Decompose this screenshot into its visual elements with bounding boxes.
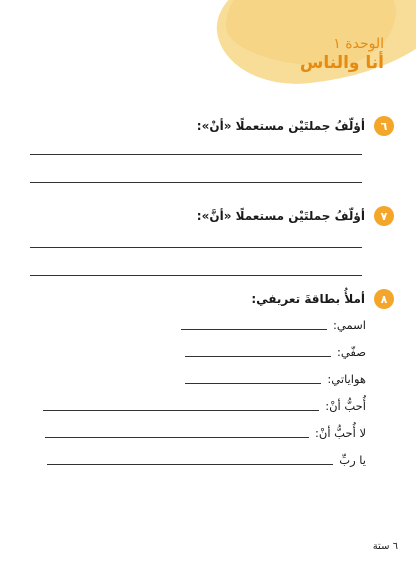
- field-label: أُحبُّ أنْ:: [325, 399, 366, 413]
- unit-header: [300, 36, 384, 74]
- answer-line[interactable]: [30, 154, 362, 155]
- question-7: [197, 206, 394, 226]
- field-label: هواياتي:: [327, 372, 366, 386]
- unit-title: أنا والناس: [299, 53, 384, 73]
- field-label: اسمي:: [333, 318, 366, 332]
- question-prompt: أؤلّفُ جملتَيْن مستعملًا «أنَّ»:: [196, 209, 365, 223]
- question-prompt: أملأُ بطاقةَ تعريفي:: [251, 292, 365, 306]
- question-prompt: أؤلّفُ جملتَيْن مستعملًا «أنْ»:: [196, 119, 365, 133]
- page-number: ٦ ستة: [372, 541, 398, 552]
- field-answer-line[interactable]: [47, 464, 333, 465]
- field-answer-line[interactable]: [185, 356, 331, 357]
- answer-line[interactable]: [30, 247, 362, 248]
- card-field-name: [181, 318, 366, 332]
- question-number-badge: ٦: [374, 116, 394, 136]
- answer-line[interactable]: [30, 275, 362, 276]
- card-field-hobbies: [185, 372, 366, 386]
- field-label: لا أُحبُّ أنْ:: [315, 426, 366, 440]
- card-field-class: [185, 345, 366, 359]
- answer-line[interactable]: [30, 182, 362, 183]
- unit-label: الوحدة ١: [333, 36, 384, 52]
- card-field-like: [43, 399, 366, 413]
- field-answer-line[interactable]: [45, 437, 309, 438]
- field-label: صفّي:: [336, 345, 366, 359]
- field-label: يا ربِّ: [339, 453, 366, 467]
- question-8: [251, 289, 394, 309]
- card-field-prayer: [47, 453, 366, 467]
- field-answer-line[interactable]: [181, 329, 327, 330]
- question-number-badge: ٨: [374, 289, 394, 309]
- field-answer-line[interactable]: [185, 383, 321, 384]
- question-number-badge: ٧: [374, 206, 394, 226]
- card-field-dislike: [45, 426, 366, 440]
- field-answer-line[interactable]: [43, 410, 319, 411]
- question-6: [197, 116, 394, 136]
